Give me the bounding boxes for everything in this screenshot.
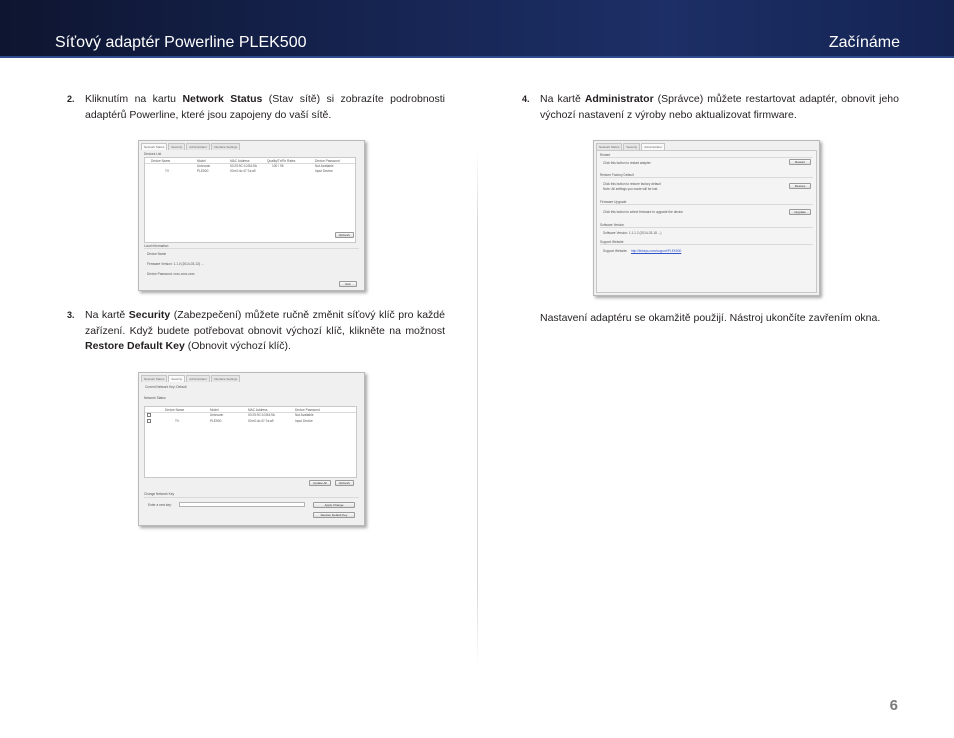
devices-list-label: Devices List <box>144 152 162 156</box>
tab-interface-settings: Interface Settings <box>211 143 240 150</box>
device-checkbox <box>147 419 151 423</box>
closing-note: Nastavení adaptéru se okamžitě použijí. Nástroj ukončíte zavřením okna. <box>540 312 881 324</box>
restore-factory-button: Restore <box>789 183 811 189</box>
document-title: Síťový adaptér Powerline PLEK500 <box>55 34 307 51</box>
section-title: Začínáme <box>828 34 900 51</box>
step-3-number: 3. <box>67 310 75 320</box>
security-refresh-button: Refresh <box>335 480 354 486</box>
administrator-screenshot: Network Status Security Administrator Restart Click this button to restart adapter Restart Restore Factory Default Click this button to restore factory default Note: All settings you made will be lost. Restore Firmware Upgrade Click this button to select firmware to upgrade the device Upgrade Software Version Software Version: 1.1.1.2 (2014-03-18 ...) Support Website Support Website: http://linksys.com/support/PLEK500 <box>593 140 820 296</box>
page-header <box>0 0 954 58</box>
upgrade-button: Upgrade <box>789 209 811 215</box>
network-status-screenshot: Network Status Security Administrator Interface Settings Devices List Device Name Model MAC Address Quality/Tx/Rx Rates Device Password Unknown 00:25:9C:10:B4:9A 100 / 95 Not Available TV PLE500 00:e0:4c:47:7a:a9 Input Device Refresh Local Information Device Name Firmware Version: 1.1.0 (2014-03-13) ... Device Password: xxxx-xxxx-xxxx Exit <box>138 140 365 291</box>
network-status-term: Network Status <box>182 93 263 105</box>
admin-panel: Restart Click this button to restart adapter Restart Restore Factory Default Click this button to restore factory default Note: All settings you made will be lost. Restore Firmware Upgrade Click this button to select firmware to upgrade the device Upgrade Software Version Software Version: 1.1.1.2 (2014-03-18 ...) Support Website Support Website: http://linksys.com/support/PLEK500 <box>596 150 817 293</box>
restore-default-key-button: Restore Default Key <box>313 512 355 518</box>
step-2-number: 2. <box>67 94 75 104</box>
step-4-text: 4. Na kartě Administrator (Správce) můžete restartovat adaptér, obnovit jeho výchozí nastavení z výroby nebo aktualizovat firmware. <box>522 93 899 121</box>
current-key-label: Current Network Key: Default <box>145 385 187 389</box>
tab-administrator: Administrator <box>186 143 210 150</box>
step-3-text: 3. Na kartě Security (Zabezpečení) můžete ručně změnit síťový klíč pro každé zařízení. Když budete potřebovat obnovit výchozí klíč, klikněte na možnost Restore Default Key (Obnovit výchozí klíč). <box>67 309 445 352</box>
step-2-text: 2. Kliknutím na kartu Network Status (Stav sítě) si zobrazíte podrobnosti adaptérů Powerline, které jsou zapojeny do vaší sítě. <box>67 93 445 121</box>
network-status-group-label: Network Status <box>144 396 166 400</box>
support-link: http://linksys.com/support/PLEK500 <box>631 249 682 253</box>
administrator-term: Administrator <box>584 93 654 105</box>
security-devices-table: Device Name Model MAC Address Device Password Unknown 00:25:9C:10:B4:9A Not Available TV PLE500 00:e0:4c:47:7a:a9 Input Device <box>144 406 357 478</box>
restore-default-key-term: Restore Default Key <box>85 340 185 352</box>
exit-button: Exit <box>339 281 357 287</box>
devices-table: Device Name Model MAC Address Quality/Tx/Rx Rates Device Password Unknown 00:25:9C:10:B4:9A 100 / 95 Not Available TV PLE500 00:e0:4c:47:7a:a9 Input Device <box>144 157 356 243</box>
security-term: Security <box>128 309 171 321</box>
step-4-number: 4. <box>522 94 530 104</box>
device-checkbox <box>147 413 151 417</box>
tab-network-status: Network Status <box>141 143 167 150</box>
tab-security: Security <box>168 143 185 150</box>
refresh-button: Refresh <box>335 232 354 238</box>
column-divider <box>477 150 478 665</box>
restart-button: Restart <box>789 159 811 165</box>
update-all-button: Update All <box>309 480 331 486</box>
security-screenshot: Network Status Security Administrator Interface Settings Current Network Key: Default Network Status Device Name Model MAC Address Device Password Unknown 00:25:9C:10:B4:9A Not Available TV PLE500 00:e0:4c:47:7a:a9 Input Device Update All Refresh Change Network Key Enter a new key: Apply Change Restore Default Key <box>138 372 365 526</box>
apply-change-button: Apply Change <box>313 502 355 508</box>
local-info-label: Local Information <box>144 244 169 248</box>
page-number: 6 <box>889 697 898 714</box>
new-key-input <box>179 502 305 507</box>
change-key-label: Change Network Key <box>144 492 175 496</box>
